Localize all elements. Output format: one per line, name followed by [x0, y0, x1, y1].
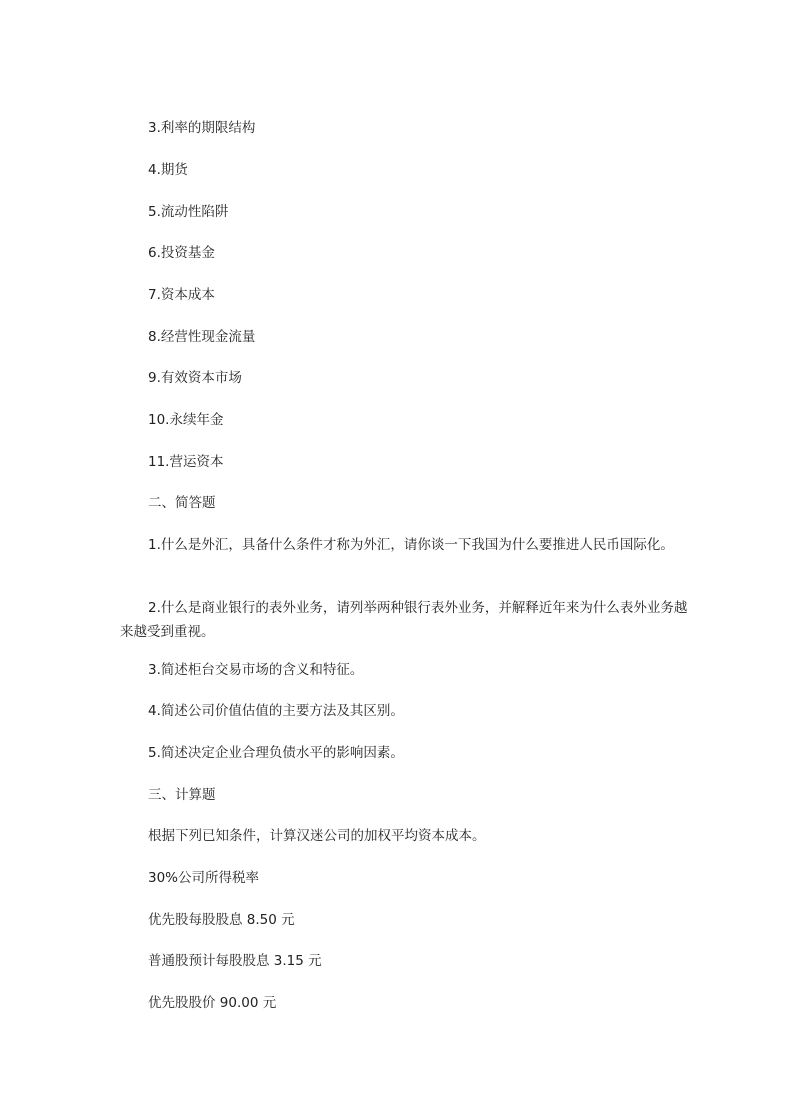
- term-item: 6.投资基金: [148, 245, 215, 261]
- given-condition: 30%公司所得税率: [148, 870, 260, 886]
- term-item: 9.有效资本市场: [148, 370, 242, 386]
- given-condition: 普通股预计每股股息 3.15 元: [148, 953, 322, 969]
- term-item: 11.营运资本: [148, 454, 224, 470]
- question-item: 2.什么是商业银行的表外业务，请列举两种银行表外业务，并解释近年来为什么表外业务越来越受到重视。: [120, 600, 688, 640]
- term-item: 5.流动性陷阱: [148, 204, 229, 220]
- question-item: 5.简述决定企业合理负债水平的影响因素。: [148, 745, 404, 761]
- term-item: 3.利率的期限结构: [148, 120, 256, 136]
- calculation-intro: 根据下列已知条件，计算汉迷公司的加权平均资本成本。: [148, 828, 486, 844]
- question-item: 3.简述柜台交易市场的含义和特征。: [148, 662, 364, 678]
- term-item: 10.永续年金: [148, 412, 224, 428]
- section-heading-short-answer: 二、简答题: [148, 495, 216, 511]
- section-heading-calculation: 三、计算题: [148, 787, 216, 803]
- question-item: 1.什么是外汇，具备什么条件才称为外汇，请你谈一下我国为什么要推进人民币国际化。: [148, 537, 674, 553]
- given-condition: 优先股每股股息 8.50 元: [148, 912, 295, 928]
- term-item: 8.经营性现金流量: [148, 329, 256, 345]
- given-condition: 优先股股价 90.00 元: [148, 995, 277, 1011]
- term-item: 4.期货: [148, 162, 188, 178]
- term-item: 7.资本成本: [148, 287, 215, 303]
- question-item: 4.简述公司价值估值的主要方法及其区别。: [148, 703, 404, 719]
